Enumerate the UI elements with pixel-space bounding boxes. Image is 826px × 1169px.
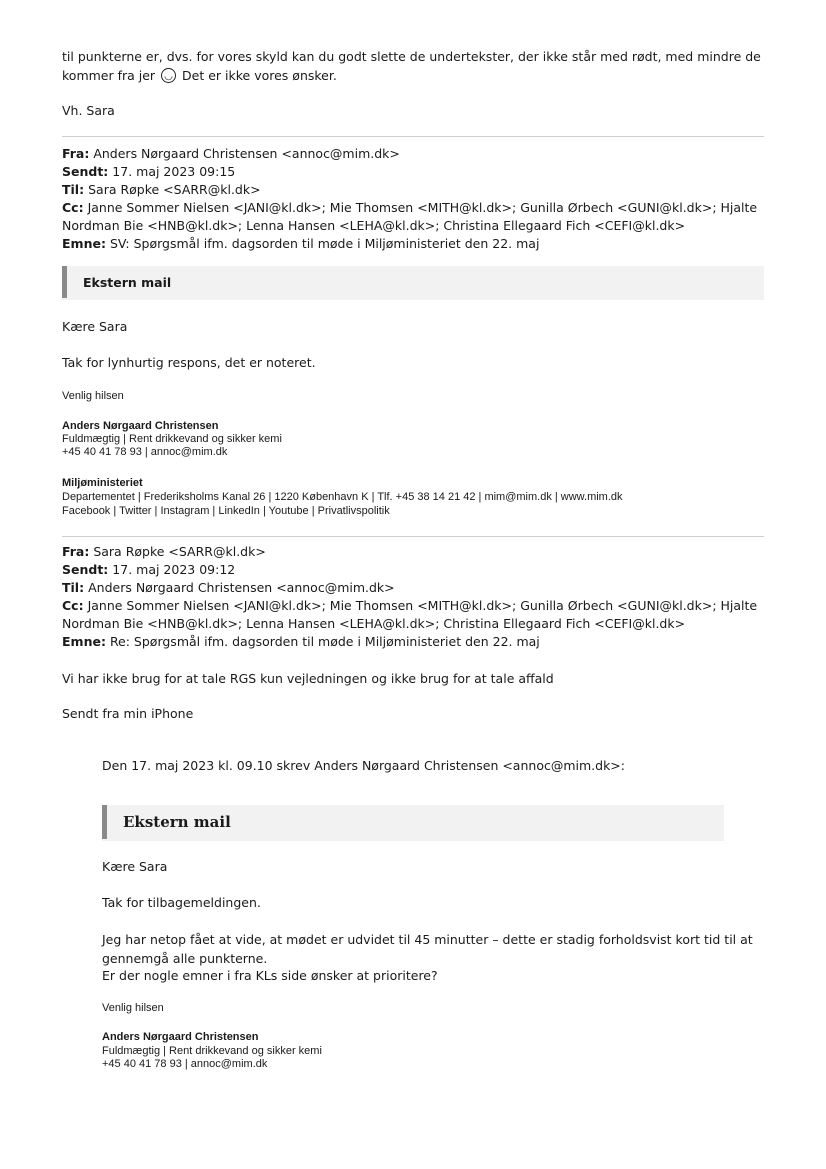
email1-cc-line1: Janne Sommer Nielsen <JANI@kl.dk>; Mie Thomsen <MITH@kl.dk>; Gunilla Ørbech <GUNI@kl.dk>; Hjalte: [87, 200, 758, 215]
email2-sent-label: Sendt:: [62, 562, 109, 577]
email1-body: Tak for lynhurtig respons, det er noteret.: [62, 355, 316, 370]
banner-accent-bar: [62, 266, 67, 298]
quoted-body-1: Tak for tilbagemeldingen.: [102, 895, 261, 910]
top-signoff: Vh. Sara: [62, 103, 115, 118]
email1-closing: Venlig hilsen: [62, 390, 124, 402]
email2-from: [62, 543, 266, 561]
separator-2: [62, 536, 764, 537]
email2-to: [62, 579, 395, 597]
smiley-icon: [161, 68, 176, 83]
org-name: Miljøministeriet: [62, 477, 143, 489]
email2-subject-label: Emne:: [62, 634, 106, 649]
email1-cc-label: Cc:: [62, 200, 84, 215]
email1-to: [62, 181, 261, 199]
org-address: Departementet | Frederiksholms Kanal 26 | 1220 København K | Tlf. +45 38 14 21 42 | mim@mim.dk | www.mim.dk: [62, 491, 623, 503]
top-line-1: til punkterne er, dvs. for vores skyld kan du godt slette de undertekster, der ikke står med rødt, med mindre de: [62, 49, 761, 64]
org-links: Facebook | Twitter | Instagram | LinkedIn | Youtube | Privatlivspolitik: [62, 505, 390, 517]
email1-sig-title: Fuldmægtig | Rent drikkevand og sikker kemi: [62, 433, 282, 445]
email1-sig-contact: +45 40 41 78 93 | annoc@mim.dk: [62, 446, 228, 458]
email2-to-value: Anders Nørgaard Christensen <annoc@mim.dk>: [88, 580, 395, 595]
quoted-greeting: Kære Sara: [102, 859, 168, 874]
email2-subject-value: Re: Spørgsmål ifm. dagsorden til møde i Miljøministeriet den 22. maj: [109, 634, 540, 649]
email1-sent-value: 17. maj 2023 09:15: [112, 164, 236, 179]
quoted-intro: Den 17. maj 2023 kl. 09.10 skrev Anders Nørgaard Christensen <annoc@mim.dk>:: [102, 758, 625, 773]
email2-subject: [62, 633, 540, 651]
email1-to-value: Sara Røpke <SARR@kl.dk>: [88, 182, 261, 197]
quoted-closing: Venlig hilsen: [102, 1002, 164, 1014]
email1-sent-label: Sendt:: [62, 164, 109, 179]
top-line-2: [62, 66, 337, 85]
email1-subject-value: SV: Spørgsmål ifm. dagsorden til møde i Miljøministeriet den 22. maj: [109, 236, 540, 251]
quoted-external-mail-label: Ekstern mail: [123, 813, 231, 831]
email1-subject: [62, 235, 539, 253]
separator-1: [62, 136, 764, 137]
email2-body: Vi har ikke brug for at tale RGS kun vejledningen og ikke brug for at tale affald: [62, 671, 554, 686]
quoted-body-2-line-2: gennemgå alle punkterne.: [102, 951, 268, 966]
top-line-2-pre: kommer fra jer: [62, 68, 156, 83]
email1-to-label: Til:: [62, 182, 85, 197]
email2-sent-from: Sendt fra min iPhone: [62, 706, 194, 721]
email1-cc-line2: Nordman Bie <HNB@kl.dk>; Lenna Hansen <LEHA@kl.dk>; Christina Ellegaard Fich <CEFI@kl.dk>: [62, 218, 686, 233]
email1-subject-label: Emne:: [62, 236, 106, 251]
email1-sig-name: Anders Nørgaard Christensen: [62, 420, 219, 432]
email2-from-label: Fra:: [62, 544, 90, 559]
email2-cc: [62, 597, 757, 615]
email1-sent: [62, 163, 235, 181]
email2-to-label: Til:: [62, 580, 85, 595]
email1-from-value: Anders Nørgaard Christensen <annoc@mim.dk>: [93, 146, 400, 161]
email2-from-value: Sara Røpke <SARR@kl.dk>: [93, 544, 266, 559]
email1-from: [62, 145, 400, 163]
email2-cc-line1: Janne Sommer Nielsen <JANI@kl.dk>; Mie Thomsen <MITH@kl.dk>; Gunilla Ørbech <GUNI@kl.dk>; Hjalte: [87, 598, 758, 613]
quoted-sig-contact: +45 40 41 78 93 | annoc@mim.dk: [102, 1058, 268, 1070]
email2-sent-value: 17. maj 2023 09:12: [112, 562, 236, 577]
email1-greeting: Kære Sara: [62, 319, 128, 334]
email1-from-label: Fra:: [62, 146, 90, 161]
top-line-2-post: Det er ikke vores ønsker.: [182, 68, 337, 83]
external-mail-label: Ekstern mail: [83, 275, 172, 290]
email2-sent: [62, 561, 235, 579]
quoted-body-2-line-1: Jeg har netop fået at vide, at mødet er udvidet til 45 minutter – dette er stadig forholdsvist kort tid til at: [102, 932, 753, 947]
quoted-body-2-line-3: Er der nogle emner i fra KLs side ønsker at prioritere?: [102, 968, 438, 983]
quoted-banner-accent-bar: [102, 805, 107, 839]
quoted-sig-title: Fuldmægtig | Rent drikkevand og sikker kemi: [102, 1045, 322, 1057]
email2-cc-label: Cc:: [62, 598, 84, 613]
email2-cc-line2: Nordman Bie <HNB@kl.dk>; Lenna Hansen <LEHA@kl.dk>; Christina Ellegaard Fich <CEFI@kl.dk>: [62, 616, 686, 631]
quoted-sig-name: Anders Nørgaard Christensen: [102, 1031, 259, 1043]
email1-cc: [62, 199, 757, 217]
